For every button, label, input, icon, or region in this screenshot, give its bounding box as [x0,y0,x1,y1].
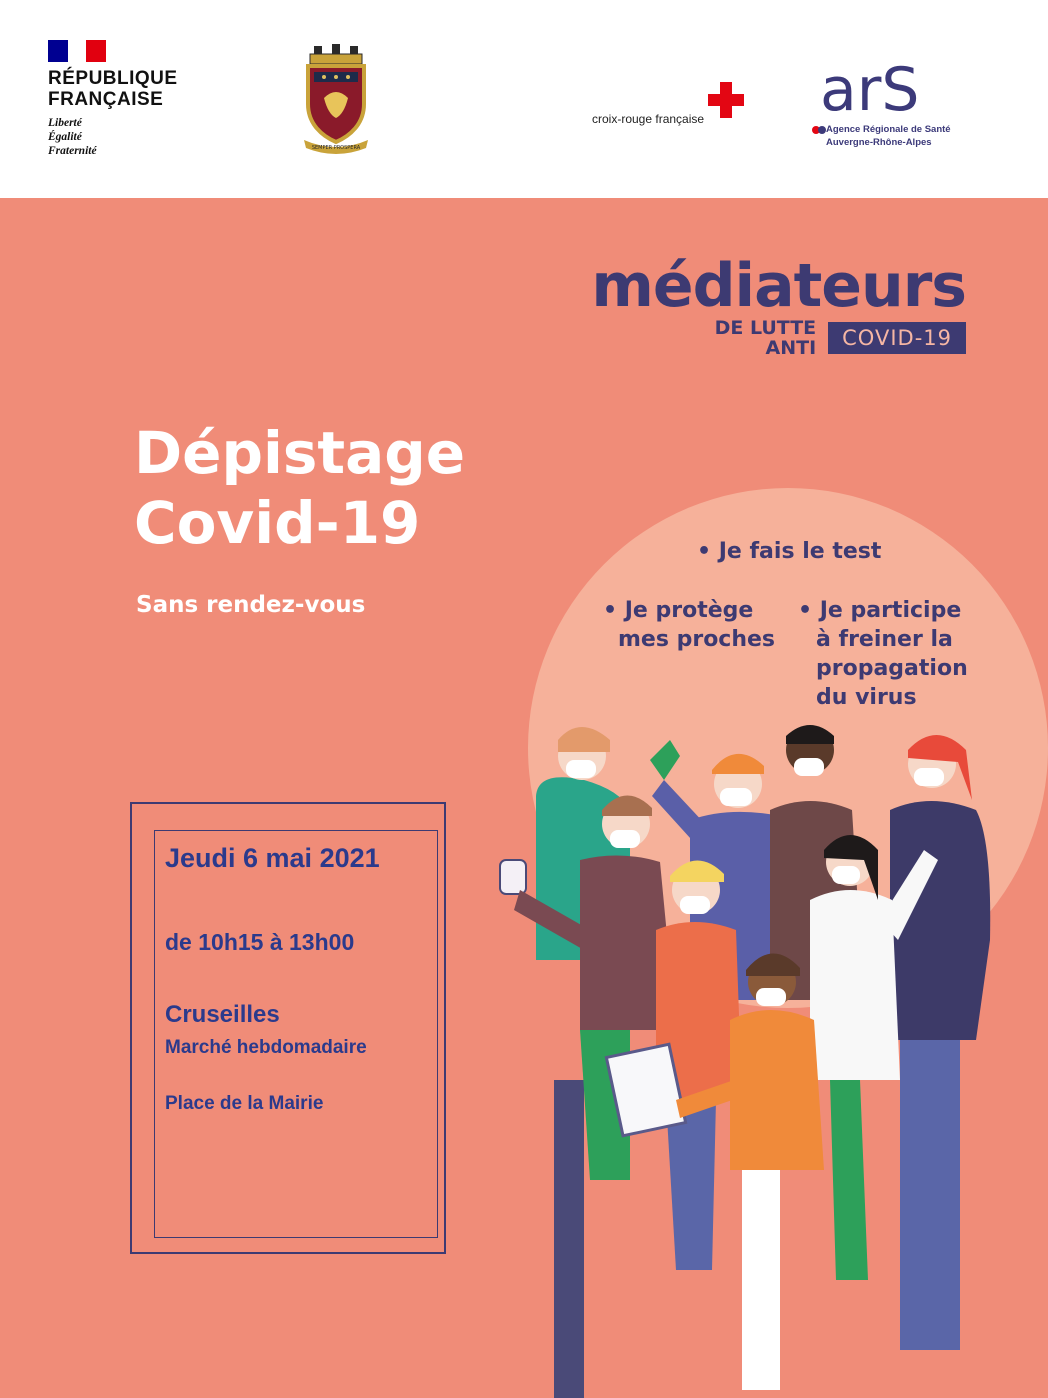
event-info-inner [154,830,438,1238]
croix-rouge-text: croix-rouge française [592,112,705,126]
event-info-box [130,802,446,1254]
republique-francaise-logo [48,40,178,158]
bullet-protege-line1: • Je protège [603,598,754,623]
red-cross-icon [706,80,746,120]
mediateurs-line2: ANTI [765,337,817,359]
rf-motto-egalite: Égalité [48,131,82,143]
bullet-participe-line2: à freiner la [816,627,953,652]
people-illustration [480,700,1048,1398]
rf-title-line1: RÉPUBLIQUE [48,68,178,89]
crest-motto: SEMPER PROSPERA [311,145,361,151]
ars-line2: Auvergne-Rhône-Alpes [826,137,932,148]
mediateurs-row [591,318,966,358]
main-title-line1: Dépistage [134,419,466,487]
main-title [134,418,465,558]
event-time: de 10h15 à 13h00 [165,929,355,955]
event-city: Cruseilles [165,1001,280,1028]
test-kit-icon [500,860,526,894]
town-crest-icon [300,42,372,154]
header [0,0,1048,198]
ars-line1: Agence Régionale de Santé [826,124,951,135]
event-venue: Marché hebdomadaire [165,1037,367,1058]
ars-logo [812,58,982,154]
ars-mark-text: arS [820,58,920,125]
bullet-protege-line2: mes proches [618,627,776,652]
rf-motto-liberte: Liberté [48,117,82,129]
rf-title-line2: FRANÇAISE [48,89,164,110]
bullet-participe-line1: • Je participe [798,598,962,623]
subtitle: Sans rendez-vous [136,592,366,618]
bullet-participe [798,596,968,712]
bullet-test: • Je fais le test [697,539,882,564]
mediateurs-title: médiateurs [591,251,966,321]
bullet-participe-line4: du virus [816,685,917,710]
bullet-protege [603,596,775,654]
croix-rouge-logo [590,80,750,130]
bullet-participe-line3: propagation [816,656,968,681]
mediateurs-lutte [715,318,817,358]
person-red-hair [890,735,990,1398]
event-date: Jeudi 6 mai 2021 [165,843,380,873]
mediateurs-line1: DE LUTTE [714,317,817,339]
french-flag-icon [48,40,106,62]
rf-motto [48,116,178,158]
event-place: Place de la Mairie [165,1093,324,1114]
covid-badge: COVID-19 [828,322,966,354]
main-title-line2: Covid-19 [134,489,421,557]
mediateurs-block [591,251,966,359]
rf-motto-fraternite: Fraternité [48,145,97,157]
ars-mark-icon [812,58,982,126]
